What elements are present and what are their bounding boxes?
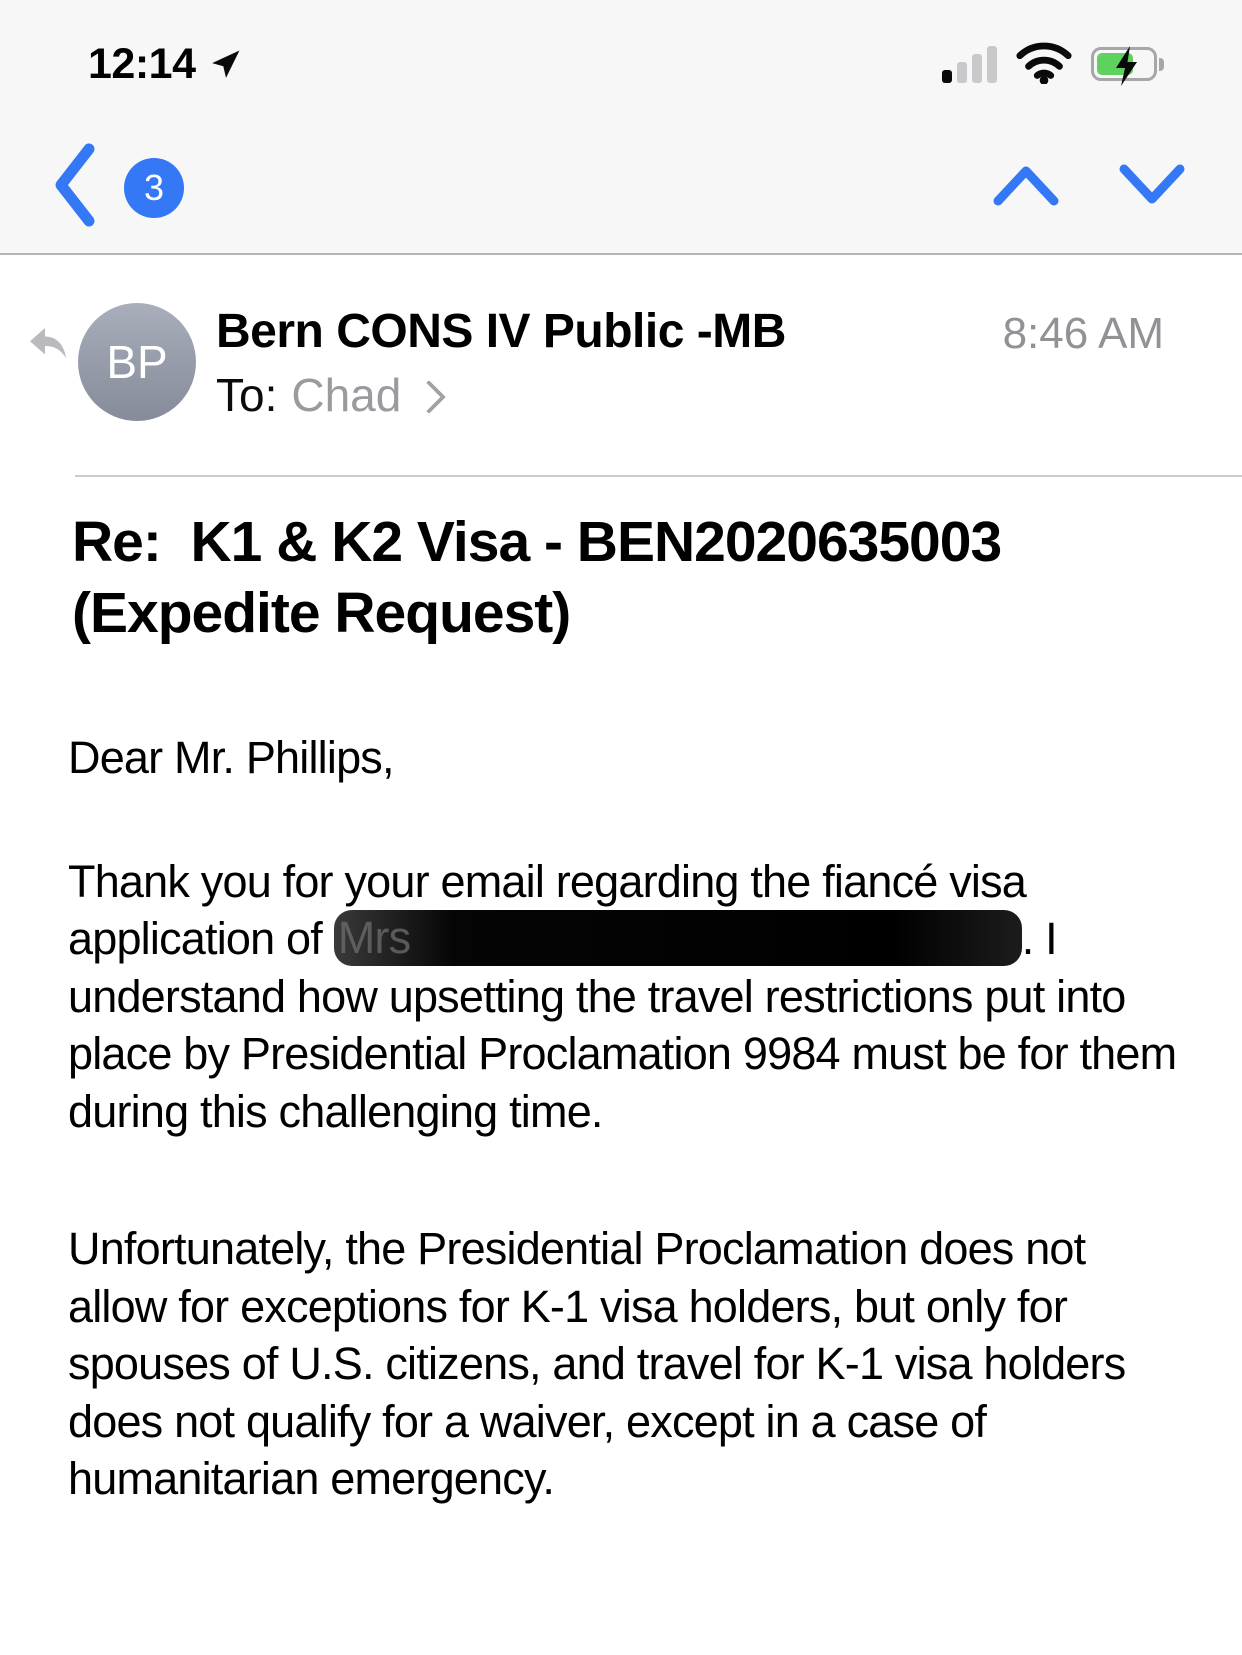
message-body: [0, 649, 1242, 1508]
previous-message-button[interactable]: [992, 162, 1060, 213]
nav-bar: [0, 92, 1242, 233]
top-chrome: [0, 0, 1242, 255]
sender-name[interactable]: Bern CONS IV Public -MB: [216, 305, 786, 358]
received-time: 8:46 AM: [1002, 309, 1164, 358]
cellular-signal-icon: [942, 45, 997, 83]
avatar[interactable]: [78, 303, 196, 421]
body-paragraph-2: Unfortunately, the Presidential Proclamation does not allow for exceptions for K-1 visa holders, but only for spouses of U.S. citizens, and travel for K-1 visa holders does not qualify for a waiver, except in a case of humanitarian emergency.: [68, 1223, 1126, 1504]
chevron-right-icon[interactable]: [412, 380, 446, 414]
redaction-visible-text: Mrs: [337, 912, 411, 963]
next-message-button[interactable]: [1118, 162, 1186, 213]
subject-line: Re: K1 & K2 Visa - BEN2020635003 (Expedite Request): [72, 510, 1016, 645]
status-icons: [942, 40, 1164, 89]
message-header: [0, 255, 1242, 421]
salutation: Dear Mr. Phillips,: [68, 732, 394, 783]
body-paragraph-1: Thank you for your email regarding the fiancé visa application of Mrs . I understand how upsetting the travel restrictions put into place by Presidential Proclamation 9984 must be for them during this challenging time.: [68, 855, 1177, 1137]
status-bar: [0, 0, 1242, 92]
back-button[interactable]: [50, 142, 184, 233]
redaction-bar: [334, 910, 1022, 966]
recipient-line: [216, 369, 786, 421]
unread-count-badge: 3: [124, 158, 184, 218]
recipient-name[interactable]: Chad: [291, 369, 402, 421]
battery-charging-icon: [1091, 47, 1164, 81]
status-time: 12:14: [88, 39, 196, 88]
reply-arrow-icon: [28, 327, 68, 368]
wifi-icon: [1015, 40, 1073, 89]
chevron-left-icon: [50, 142, 100, 233]
to-label: To:: [216, 369, 278, 421]
location-arrow-icon: [209, 47, 243, 86]
avatar-initials: BP: [106, 336, 168, 388]
